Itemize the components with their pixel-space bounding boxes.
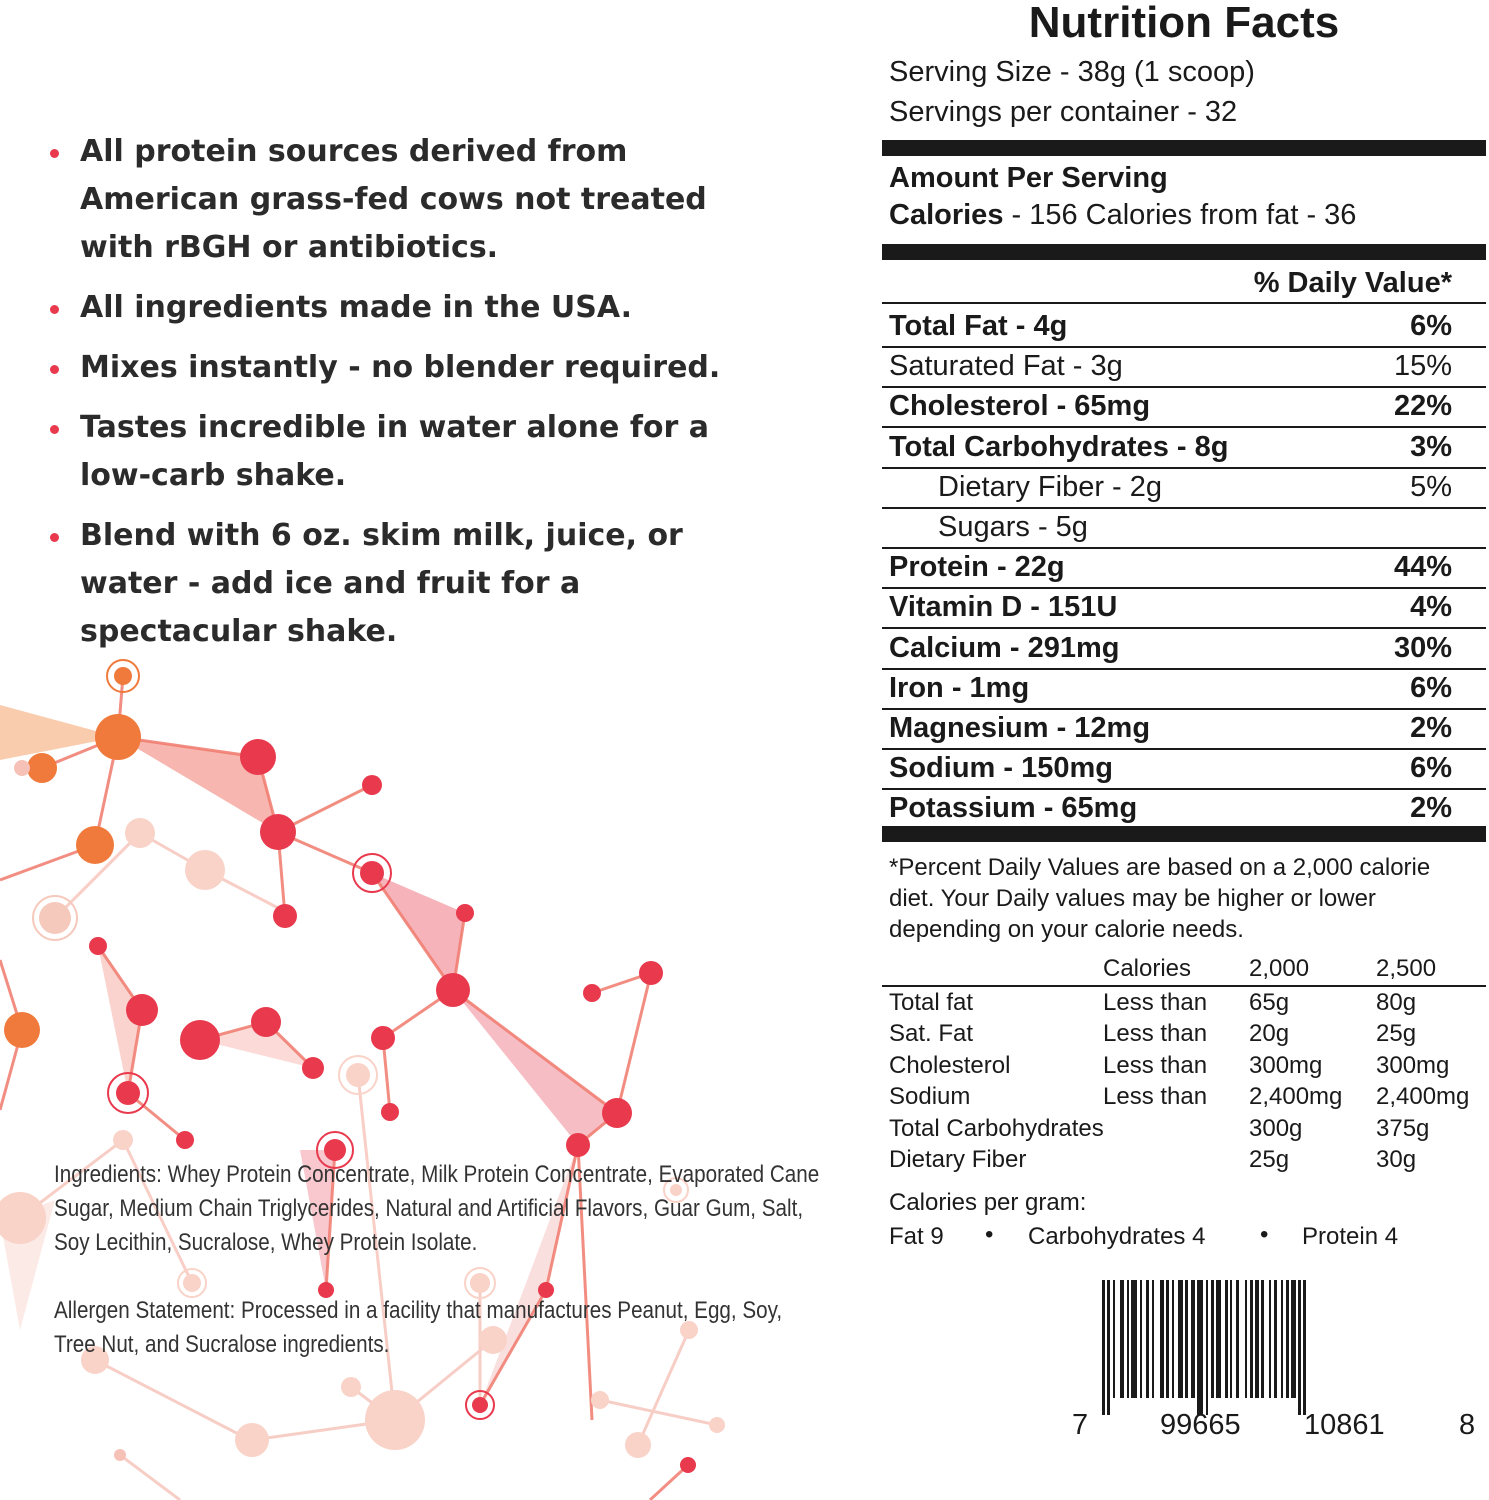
table-cell: 2,400mg: [1249, 1083, 1343, 1110]
table-cell: 300g: [1249, 1114, 1303, 1142]
table-cell: Sodium: [889, 1083, 971, 1110]
nutrient-row: [882, 386, 1486, 428]
nutrient-percent: 2%: [1410, 712, 1452, 744]
feature-text: Mixes instantly - no blender required.: [80, 350, 721, 385]
nutrient-percent: 3%: [1410, 430, 1452, 463]
ingredients-text: Ingredients: Whey Protein Concentrate, Milk Protein Concentrate, Evaporated Cane Sugar, Medium Chain Triglycerides, Natural and Artificial Flavors, Guar Gum, Salt, Soy Lecithin, Sucralose, Whey Protein Isolate.: [54, 1161, 820, 1256]
table-cell: Total fat: [889, 988, 974, 1016]
nutrient-row: [882, 668, 1486, 710]
table-header-row: [882, 953, 1486, 987]
nutrient-label: Vitamin D - 151U: [889, 591, 1118, 624]
feature-text: All ingredients made in the USA.: [80, 290, 633, 325]
table-cell: 375g: [1376, 1114, 1430, 1142]
nutrient-row: [882, 467, 1486, 509]
barcode-bar: [1291, 1280, 1296, 1398]
table-header-cell: Calories: [1103, 955, 1192, 982]
barcode-bar: [1113, 1280, 1115, 1398]
table-row: [882, 1113, 1486, 1145]
nutrient-row: [882, 628, 1486, 670]
nutrient-percent: 22%: [1393, 390, 1452, 423]
nutrient-row: [882, 748, 1486, 790]
bullet-dot: [50, 533, 59, 542]
barcode-bar: [1152, 1280, 1154, 1398]
thick-divider: [882, 140, 1486, 156]
feature-item: [48, 284, 748, 332]
thick-divider: [882, 244, 1486, 260]
barcode-bar: [1166, 1280, 1169, 1398]
nutrient-row: [882, 547, 1486, 589]
barcode-bar: [1160, 1280, 1164, 1398]
barcode-bar: [1120, 1280, 1124, 1398]
servings-per-container: Servings per container - 32: [889, 96, 1238, 128]
table-cell: Less than: [1103, 1083, 1208, 1110]
nutrient-percent: 2%: [1410, 792, 1452, 825]
amount-per-serving: Amount Per Serving: [889, 162, 1168, 194]
table-cell: Dietary Fiber: [889, 1146, 1027, 1173]
nutrient-percent: 6%: [1410, 752, 1452, 785]
separator-dot: •: [1260, 1221, 1269, 1248]
table-cell: 2,400mg: [1376, 1083, 1470, 1110]
barcode-bar: [1191, 1280, 1195, 1398]
barcode-digits-right: 10861: [1304, 1409, 1385, 1441]
thin-divider: [882, 302, 1486, 304]
nutrient-percent: 6%: [1410, 671, 1452, 704]
bullet-dot: [50, 305, 59, 314]
nutrient-label: Calcium - 291mg: [889, 631, 1120, 664]
barcode-bar: [1146, 1280, 1149, 1398]
nutrient-percent: 6%: [1410, 310, 1452, 342]
thick-divider: [882, 826, 1486, 842]
barcode-bar: [1102, 1280, 1105, 1415]
table-row: [882, 1018, 1486, 1050]
barcode-bar: [1172, 1280, 1174, 1398]
nutrient-label: Total Carbohydrates - 8g: [889, 430, 1229, 463]
feature-text: All protein sources derived from American grass-fed cows not treated with rBGH or antibiotics.: [80, 134, 707, 265]
barcode-digit-first: 7: [1072, 1409, 1089, 1441]
nutrient-label: Protein - 22g: [889, 551, 1065, 584]
nutrient-percent: 44%: [1393, 551, 1452, 584]
barcode: [1102, 1280, 1448, 1415]
calories-label: Calories: [889, 199, 1004, 231]
nutrient-row: [882, 306, 1486, 348]
table-cell: 20g: [1249, 1020, 1290, 1047]
serving-size: Serving Size - 38g (1 scoop): [889, 56, 1255, 88]
table-cell: 80g: [1376, 988, 1417, 1016]
table-cell: 25g: [1376, 1020, 1417, 1047]
nutrient-row: [882, 507, 1486, 549]
bullet-dot: [50, 365, 59, 374]
barcode-bar: [1225, 1280, 1228, 1398]
table-row: [882, 987, 1486, 1019]
barcode-bar: [1250, 1280, 1253, 1398]
calories-value: - 156 Calories from fat - 36: [1003, 199, 1357, 231]
table-cell: 300mg: [1249, 1051, 1323, 1079]
table-cell: 25g: [1249, 1146, 1290, 1173]
nutrient-label: Sodium - 150mg: [889, 752, 1113, 785]
barcode-bar: [1230, 1280, 1232, 1398]
daily-values-table: [882, 953, 1486, 1176]
table-cell: Cholesterol: [889, 1051, 1011, 1079]
nutrient-label: Saturated Fat - 3g: [889, 350, 1123, 383]
nutrition-title: Nutrition Facts: [1028, 0, 1340, 47]
barcode-bar: [1127, 1280, 1129, 1398]
nutrient-label: Potassium - 65mg: [889, 792, 1138, 825]
nutrient-label: Magnesium - 12mg: [889, 712, 1151, 744]
daily-value-footnote: *Percent Daily Values are based on a 2,000 calorie diet. Your Daily values may be higher or lower depending on your calorie needs.: [889, 854, 1431, 943]
table-cell: Sat. Fat: [889, 1020, 974, 1047]
calories-per-gram-protein: Protein 4: [1302, 1223, 1399, 1250]
table-cell: Less than: [1103, 1051, 1208, 1079]
barcode-digit-last: 8: [1459, 1409, 1476, 1441]
calories-per-gram-fat: Fat 9: [889, 1223, 944, 1250]
barcode-bar: [1236, 1280, 1239, 1398]
table-cell: 30g: [1376, 1146, 1417, 1173]
nutrient-percent: 4%: [1410, 591, 1452, 624]
table-body: [882, 987, 1486, 1176]
table-header-cell: 2,500: [1376, 955, 1437, 982]
barcode-bar: [1281, 1280, 1283, 1398]
nutrient-label: Iron - 1mg: [889, 671, 1030, 704]
barcode-bar: [1303, 1280, 1306, 1415]
table-cell: 65g: [1249, 988, 1290, 1016]
nutrient-row: [882, 427, 1486, 469]
barcode-bar: [1211, 1280, 1214, 1398]
barcode-bar: [1216, 1280, 1221, 1398]
feature-item: [48, 512, 748, 656]
nutrient-row: [882, 587, 1486, 629]
table-cell: Less than: [1103, 988, 1208, 1016]
nutrient-row: [882, 708, 1486, 750]
nutrient-row: [882, 788, 1486, 828]
table-row: [882, 1144, 1486, 1176]
separator-dot: •: [985, 1221, 994, 1248]
nutrient-label: Total Fat - 4g: [889, 310, 1068, 342]
barcode-bar: [1255, 1280, 1259, 1398]
feature-text: Blend with 6 oz. skim milk, juice, or water - add ice and fruit for a spectacular shake.: [80, 518, 683, 649]
barcode-bar: [1269, 1280, 1271, 1398]
barcode-bar: [1140, 1280, 1142, 1398]
barcode-bar: [1286, 1280, 1289, 1398]
feature-list: [48, 128, 748, 668]
table-cell: Less than: [1103, 1020, 1208, 1047]
barcode-bar: [1261, 1280, 1264, 1398]
barcode-bar: [1185, 1280, 1188, 1398]
bullet-dot: [50, 149, 59, 158]
nutrient-label: Sugars - 5g: [938, 511, 1088, 543]
table-row: [882, 1081, 1486, 1113]
barcode-bar: [1107, 1280, 1110, 1415]
feature-text: Tastes incredible in water alone for a low-carb shake.: [80, 410, 709, 493]
barcode-bar: [1131, 1280, 1137, 1398]
barcode-bar: [1178, 1280, 1183, 1398]
barcode-bar: [1197, 1280, 1203, 1415]
calories-per-gram-label: Calories per gram:: [889, 1189, 1087, 1216]
feature-item: [48, 344, 748, 392]
nutrient-percent: 30%: [1393, 631, 1452, 664]
table-header-cell: 2,000: [1249, 955, 1310, 982]
table-cell: Total Carbohydrates: [889, 1114, 1104, 1142]
allergen-statement: Allergen Statement: Processed in a facility that manufactures Peanut, Egg, Soy, Tree Nut, and Sucralose ingredients.: [54, 1297, 783, 1358]
barcode-bar: [1298, 1280, 1301, 1415]
barcode-bar: [1274, 1280, 1277, 1398]
calories-line: [889, 197, 1356, 234]
table-cell: 300mg: [1376, 1051, 1450, 1079]
barcode-digits-left: 99665: [1160, 1409, 1241, 1441]
bullet-dot: [50, 425, 59, 434]
table-row: [882, 1050, 1486, 1082]
calories-per-gram-carbs: Carbohydrates 4: [1028, 1223, 1206, 1250]
daily-value-header: % Daily Value*: [1253, 267, 1452, 299]
nutrient-percent: 5%: [1410, 470, 1452, 503]
nutrient-label: Dietary Fiber - 2g: [938, 470, 1163, 503]
feature-item: [48, 404, 748, 500]
barcode-bar: [1245, 1280, 1247, 1398]
feature-item: [48, 128, 748, 272]
barcode-bar: [1206, 1280, 1208, 1415]
nutrient-label: Cholesterol - 65mg: [889, 390, 1151, 423]
nutrient-row: [882, 346, 1486, 388]
nutrient-percent: 15%: [1393, 350, 1452, 383]
